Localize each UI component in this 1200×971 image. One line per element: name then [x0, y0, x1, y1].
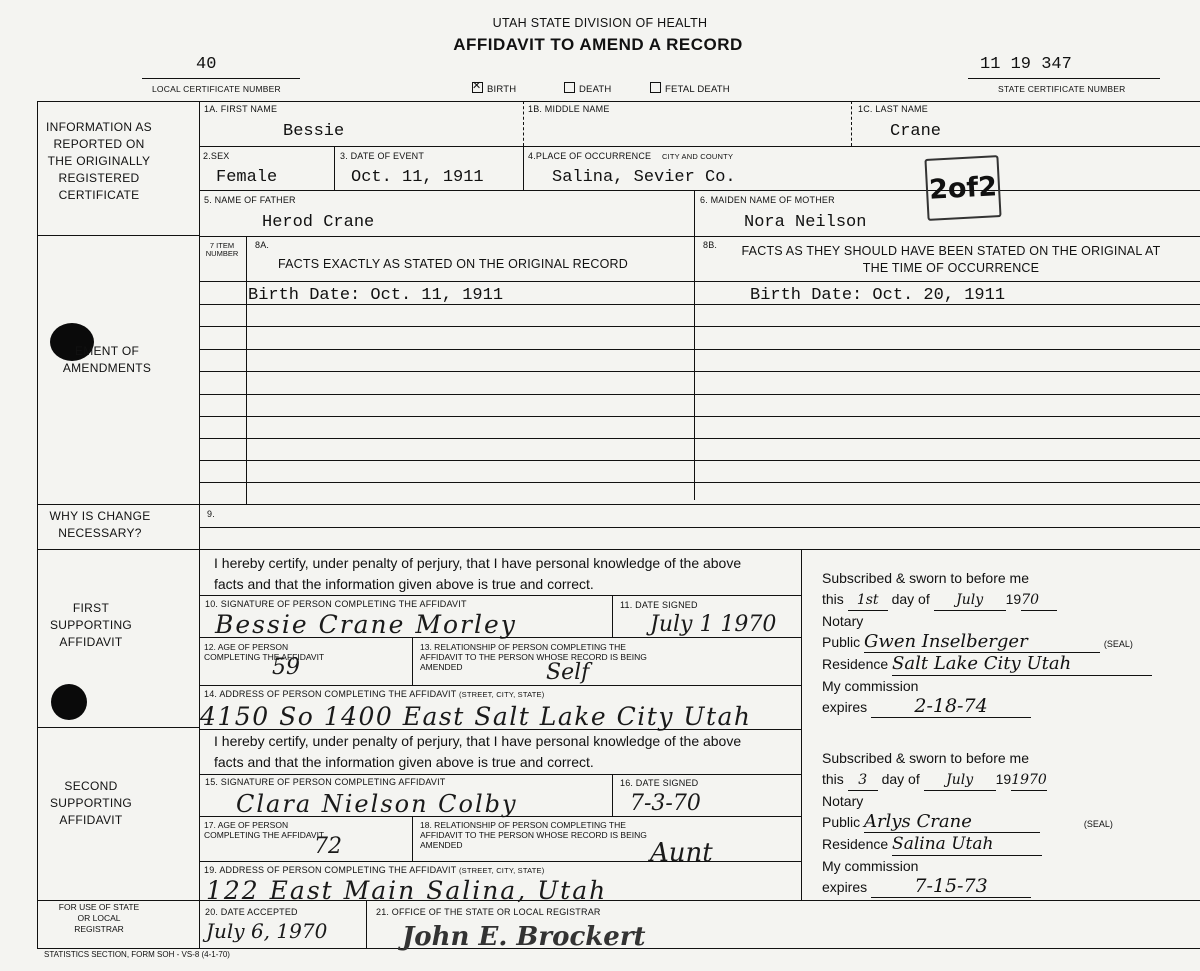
- first-relationship: Self: [546, 660, 590, 685]
- death-checkbox[interactable]: [564, 82, 575, 93]
- first-commission-label: My commission: [822, 677, 919, 694]
- second-age: 72: [314, 834, 342, 859]
- second-seal-label: (SEAL): [1083, 818, 1113, 829]
- place-of-occurrence-label: [528, 151, 733, 161]
- original-fact-value: Birth Date: Oct. 11, 1911: [248, 286, 504, 305]
- second-year-prefix: 19: [995, 770, 1012, 787]
- second-relationship-label: 18. RELATIONSHIP OF PERSON COMPLETING THE AFFIDAVIT TO THE PERSON WHOSE RECORD IS BEING AMENDED: [420, 820, 647, 850]
- local-certificate-number: 40: [196, 55, 217, 74]
- second-this-text: this: [822, 770, 844, 787]
- second-public-label: Public: [822, 813, 861, 830]
- original-info-section-label: INFORMATION AS REPORTED ON THE ORIGINALLY REGISTERED CERTIFICATE: [46, 120, 152, 202]
- birth-checkbox[interactable]: [472, 82, 483, 93]
- form-title: AFFIDAVIT TO AMEND A RECORD: [453, 35, 743, 54]
- first-notary-date-line: [822, 589, 1192, 612]
- corrected-fact-value: Birth Date: Oct. 20, 1911: [750, 286, 1006, 305]
- amendments-label-text: EMENT OF AMENDMENTS: [62, 344, 152, 375]
- mother-name-label: 6. MAIDEN NAME OF MOTHER: [700, 195, 835, 205]
- second-notary-year: 1970: [1011, 770, 1047, 792]
- second-notary-label: Notary: [822, 793, 864, 809]
- second-signature: Clara Nielson Colby: [236, 790, 518, 818]
- second-notary-block: [822, 748, 1192, 898]
- date-accepted-label: 20. DATE ACCEPTED: [205, 907, 298, 917]
- fetal-death-checkbox[interactable]: [650, 82, 661, 93]
- last-name-value: Crane: [890, 122, 942, 141]
- second-notary-month: July: [924, 770, 996, 792]
- first-signature-label: 10. SIGNATURE OF PERSON COMPLETING THE AFFIDAVIT: [205, 599, 467, 609]
- date-of-event-label: 3. DATE OF EVENT: [340, 151, 425, 161]
- first-day-of-text: day of: [891, 590, 930, 607]
- second-subscribed-text: Subscribed & sworn to before me: [822, 750, 1029, 766]
- first-date-signed-label: 11. DATE SIGNED: [620, 600, 698, 610]
- stamp-text: 2of2: [928, 170, 998, 206]
- local-certificate-label: LOCAL CERTIFICATE NUMBER: [152, 84, 281, 94]
- first-residence-label: Residence: [822, 656, 889, 672]
- form-footer: STATISTICS SECTION, FORM SOH - VS-8 (4-1-70): [44, 950, 230, 959]
- first-address-label: [204, 689, 544, 699]
- registrar-signature: John E. Brockert: [402, 922, 646, 952]
- first-name-label: 1A. FIRST NAME: [204, 104, 278, 114]
- death-label: DEATH: [579, 84, 612, 95]
- second-address-label-text: 19. ADDRESS OF PERSON COMPLETING THE AFFIDAVIT: [204, 865, 457, 875]
- first-affidavit-section-label: FIRST SUPPORTING AFFIDAVIT: [49, 601, 133, 649]
- first-expires-value: 2-18-74: [871, 696, 1031, 718]
- second-day-of-text: day of: [881, 770, 920, 787]
- first-subscribed-text: Subscribed & sworn to before me: [822, 570, 1029, 586]
- middle-name-label: 1B. MIDDLE NAME: [528, 104, 610, 114]
- sex-value: Female: [216, 168, 278, 187]
- first-residence-line: [822, 654, 1192, 676]
- second-expires-label: expires: [822, 879, 868, 895]
- first-notary-year: 70: [1021, 590, 1057, 612]
- record-type-death[interactable]: [564, 82, 612, 95]
- first-signature: Bessie Crane Morley: [215, 610, 517, 639]
- col-a-number: 8A.: [255, 240, 270, 250]
- second-notary-date-line: [822, 769, 1192, 792]
- first-address-sublabel: (STREET, CITY, STATE): [458, 690, 545, 699]
- second-address-sublabel: (STREET, CITY, STATE): [458, 866, 545, 875]
- first-public-label: Public: [822, 633, 861, 650]
- place-of-occurrence-value: Salina, Sevier Co.: [552, 168, 736, 187]
- agency-name: UTAH STATE DIVISION OF HEALTH: [492, 16, 708, 30]
- second-address-label: [204, 865, 544, 875]
- second-public-line: [822, 812, 1192, 835]
- col-b-number: 8B.: [703, 240, 718, 250]
- birth-label: BIRTH: [487, 84, 517, 95]
- first-certify-text: I hereby certify, under penalty of perjury, that I have personal knowledge of the above facts and that the information given above is true and correct.: [214, 555, 742, 592]
- second-address: 122 East Main Salina, Utah: [206, 876, 608, 905]
- second-age-label: 17. AGE OF PERSON COMPLETING THE AFFIDAVIT: [204, 820, 325, 840]
- first-age-label: 12. AGE OF PERSON COMPLETING THE AFFIDAVIT: [204, 642, 325, 662]
- first-public-name: Gwen Inselberger: [864, 632, 1100, 654]
- second-public-name: Arlys Crane: [864, 812, 1040, 834]
- first-address-label-text: 14. ADDRESS OF PERSON COMPLETING THE AFFIDAVIT: [204, 689, 457, 699]
- father-name-value: Herod Crane: [262, 213, 375, 232]
- second-residence-line: [822, 834, 1192, 856]
- second-affidavit-section-label: SECOND SUPPORTING AFFIDAVIT: [49, 779, 133, 827]
- page-count-stamp: [924, 155, 1001, 221]
- second-expires-value: 7-15-73: [871, 876, 1031, 898]
- date-accepted: July 6, 1970: [206, 919, 328, 943]
- item-number-label: 7 ITEM NUMBER: [205, 241, 239, 258]
- state-certificate-number: 11 19 347: [980, 55, 1072, 74]
- record-type-fetal-death[interactable]: [650, 82, 730, 95]
- second-expires-line: [822, 876, 1192, 898]
- mother-name-value: Nora Neilson: [744, 213, 867, 232]
- second-date-signed: 7-3-70: [630, 791, 701, 816]
- fetal-death-label: FETAL DEATH: [665, 84, 730, 95]
- second-residence-value: Salina Utah: [892, 834, 1042, 856]
- first-notary-month: July: [934, 590, 1006, 612]
- first-seal-label: (SEAL): [1103, 638, 1133, 649]
- first-residence-value: Salt Lake City Utah: [892, 654, 1152, 676]
- place-label-text: 4.PLACE OF OCCURRENCE: [528, 151, 652, 161]
- second-residence-label: Residence: [822, 836, 889, 852]
- state-certificate-label: STATE CERTIFICATE NUMBER: [998, 84, 1126, 94]
- first-this-text: this: [822, 590, 844, 607]
- first-date-signed: July 1 1970: [650, 612, 777, 637]
- first-notary-block: [822, 568, 1192, 718]
- second-signature-label: 15. SIGNATURE OF PERSON COMPLETING AFFIDAVIT: [205, 777, 446, 787]
- col-a-heading: FACTS EXACTLY AS STATED ON THE ORIGINAL RECORD: [278, 257, 629, 271]
- registrar-section-label: FOR USE OF STATE OR LOCAL REGISTRAR: [58, 902, 140, 934]
- last-name-label: 1C. LAST NAME: [858, 104, 928, 114]
- second-notary-day: 3: [848, 770, 878, 792]
- why-change-section-label: WHY IS CHANGE NECESSARY?: [49, 509, 151, 540]
- first-name-value: Bessie: [283, 122, 345, 141]
- second-certify-text: I hereby certify, under penalty of perjury, that I have personal knowledge of the above facts and that the information given above is true and correct.: [214, 733, 742, 770]
- second-relationship: Aunt: [650, 838, 713, 868]
- first-age: 59: [272, 655, 300, 680]
- registrar-office-label: 21. OFFICE OF THE STATE OR LOCAL REGISTRAR: [376, 907, 601, 917]
- second-commission-label: My commission: [822, 857, 919, 874]
- record-type-birth[interactable]: [472, 82, 516, 95]
- first-expires-label: expires: [822, 699, 868, 715]
- first-year-prefix: 19: [1005, 590, 1022, 607]
- date-of-event-value: Oct. 11, 1911: [351, 168, 484, 187]
- first-expires-line: [822, 696, 1192, 718]
- father-name-label: 5. NAME OF FATHER: [204, 195, 296, 205]
- first-notary-day: 1st: [848, 590, 888, 612]
- col-b-heading: FACTS AS THEY SHOULD HAVE BEEN STATED ON THE ORIGINAL AT THE TIME OF OCCURRENCE: [741, 244, 1161, 275]
- first-notary-label: Notary: [822, 613, 864, 629]
- redaction-dot: [51, 684, 87, 720]
- first-relationship-label: 13. RELATIONSHIP OF PERSON COMPLETING THE AFFIDAVIT TO THE PERSON WHOSE RECORD IS BEING AMENDED: [420, 642, 647, 672]
- second-date-signed-label: 16. DATE SIGNED: [620, 778, 699, 788]
- first-address: 4150 So 1400 East Salt Lake City Utah: [200, 702, 752, 731]
- first-public-line: [822, 632, 1192, 655]
- sex-label: 2.SEX: [203, 151, 230, 161]
- place-sublabel-text: CITY AND COUNTY: [661, 152, 734, 161]
- why-change-number: 9.: [207, 509, 215, 519]
